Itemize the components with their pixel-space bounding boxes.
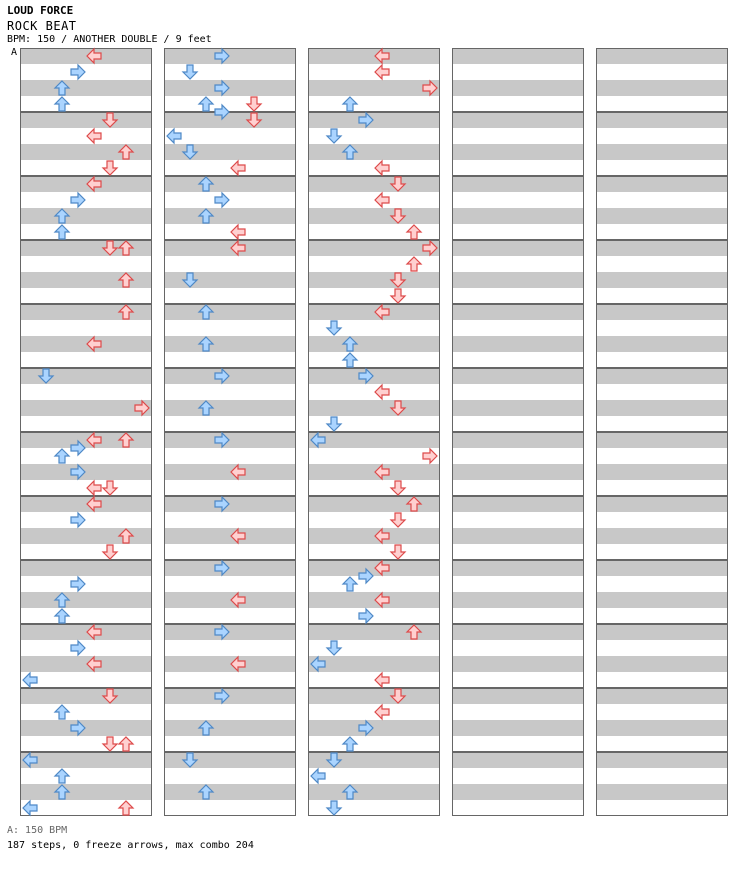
beat-stripe xyxy=(164,656,296,672)
beat-stripe xyxy=(308,368,440,384)
beat-stripe xyxy=(308,528,440,544)
beat-stripe xyxy=(308,432,440,448)
beat-stripe xyxy=(596,784,728,800)
beat-stripe xyxy=(164,240,296,256)
beat-stripe xyxy=(452,528,584,544)
beat-stripe xyxy=(452,464,584,480)
beat-stripe xyxy=(596,720,728,736)
beat-stripe xyxy=(452,112,584,128)
beat-stripe xyxy=(20,208,152,224)
beat-stripe xyxy=(452,432,584,448)
beat-stripe xyxy=(164,400,296,416)
beat-stripe xyxy=(596,304,728,320)
beat-stripe xyxy=(20,112,152,128)
beat-stripe xyxy=(308,112,440,128)
beat-stripe xyxy=(164,624,296,640)
song-info: BPM: 150 / ANOTHER DOUBLE / 9 feet xyxy=(7,34,212,45)
beat-stripe xyxy=(20,560,152,576)
beat-stripe xyxy=(596,688,728,704)
beat-stripe xyxy=(596,400,728,416)
beat-stripe xyxy=(452,688,584,704)
beat-stripe xyxy=(452,144,584,160)
beat-stripe xyxy=(164,688,296,704)
beat-stripe xyxy=(308,336,440,352)
beat-stripe xyxy=(308,592,440,608)
beat-stripe xyxy=(596,464,728,480)
beat-stripe xyxy=(20,336,152,352)
beat-stripe xyxy=(164,464,296,480)
beat-stripe xyxy=(308,656,440,672)
beat-stripe xyxy=(596,432,728,448)
beat-stripe xyxy=(164,112,296,128)
beat-stripe xyxy=(596,528,728,544)
stats-footer: 187 steps, 0 freeze arrows, max combo 204 xyxy=(7,840,254,851)
beat-stripe xyxy=(596,368,728,384)
beat-stripe xyxy=(20,496,152,512)
beat-stripe xyxy=(308,688,440,704)
beat-stripe xyxy=(452,624,584,640)
beat-stripe xyxy=(452,752,584,768)
beat-stripe xyxy=(452,336,584,352)
beat-stripe xyxy=(596,656,728,672)
beat-stripe xyxy=(20,688,152,704)
beat-stripe xyxy=(164,496,296,512)
beat-stripe xyxy=(20,624,152,640)
beat-stripe xyxy=(164,80,296,96)
beat-stripe xyxy=(20,80,152,96)
beat-stripe xyxy=(308,400,440,416)
beat-stripe xyxy=(164,368,296,384)
beat-stripe xyxy=(452,496,584,512)
beat-stripe xyxy=(596,592,728,608)
beat-stripe xyxy=(20,784,152,800)
beat-stripe xyxy=(20,48,152,64)
beat-stripe xyxy=(596,80,728,96)
beat-stripe xyxy=(452,48,584,64)
beat-stripe xyxy=(596,560,728,576)
beat-stripe xyxy=(308,208,440,224)
beat-stripe xyxy=(308,784,440,800)
beat-stripe xyxy=(20,656,152,672)
song-subtitle: ROCK BEAT xyxy=(7,19,77,33)
beat-stripe xyxy=(20,752,152,768)
beat-stripe xyxy=(164,560,296,576)
beat-stripe xyxy=(308,240,440,256)
beat-stripe xyxy=(452,592,584,608)
song-title: LOUD FORCE xyxy=(7,4,74,17)
beat-stripe xyxy=(20,592,152,608)
beat-stripe xyxy=(308,80,440,96)
beat-stripe xyxy=(308,464,440,480)
beat-stripe xyxy=(164,176,296,192)
measure-grid xyxy=(20,48,728,816)
beat-stripe xyxy=(20,176,152,192)
beat-stripe xyxy=(308,560,440,576)
beat-stripe xyxy=(452,656,584,672)
beat-stripe xyxy=(164,592,296,608)
beat-stripe xyxy=(164,432,296,448)
beat-stripe xyxy=(20,400,152,416)
beat-stripe xyxy=(164,528,296,544)
beat-stripe xyxy=(164,336,296,352)
section-marker: A xyxy=(11,47,18,58)
beat-stripe xyxy=(452,304,584,320)
beat-stripe xyxy=(452,80,584,96)
beat-stripe xyxy=(596,752,728,768)
beat-stripe xyxy=(308,144,440,160)
beat-stripe xyxy=(308,720,440,736)
beat-stripe xyxy=(452,176,584,192)
beat-stripe xyxy=(308,48,440,64)
beat-stripe xyxy=(596,272,728,288)
beat-stripe xyxy=(452,240,584,256)
beat-stripe xyxy=(164,208,296,224)
beat-stripe xyxy=(164,720,296,736)
bpm-footer: A: 150 BPM xyxy=(7,825,68,836)
beat-stripe xyxy=(596,144,728,160)
beat-stripe xyxy=(308,176,440,192)
beat-stripe xyxy=(596,336,728,352)
beat-stripe xyxy=(164,48,296,64)
beat-stripe xyxy=(596,624,728,640)
beat-stripe xyxy=(164,784,296,800)
beat-stripe xyxy=(452,560,584,576)
beat-stripe xyxy=(452,784,584,800)
beat-stripe xyxy=(452,208,584,224)
beat-stripe xyxy=(596,208,728,224)
beat-stripe xyxy=(596,48,728,64)
beat-stripe xyxy=(452,368,584,384)
beat-stripe xyxy=(452,720,584,736)
beat-stripe xyxy=(596,240,728,256)
beat-stripe xyxy=(20,464,152,480)
beat-stripe xyxy=(164,304,296,320)
beat-stripe xyxy=(596,496,728,512)
beat-stripe xyxy=(596,176,728,192)
beat-stripe xyxy=(596,112,728,128)
beat-stripe xyxy=(308,304,440,320)
beat-stripe xyxy=(452,272,584,288)
beat-stripe xyxy=(452,400,584,416)
beat-stripe xyxy=(308,272,440,288)
beat-stripe xyxy=(20,720,152,736)
